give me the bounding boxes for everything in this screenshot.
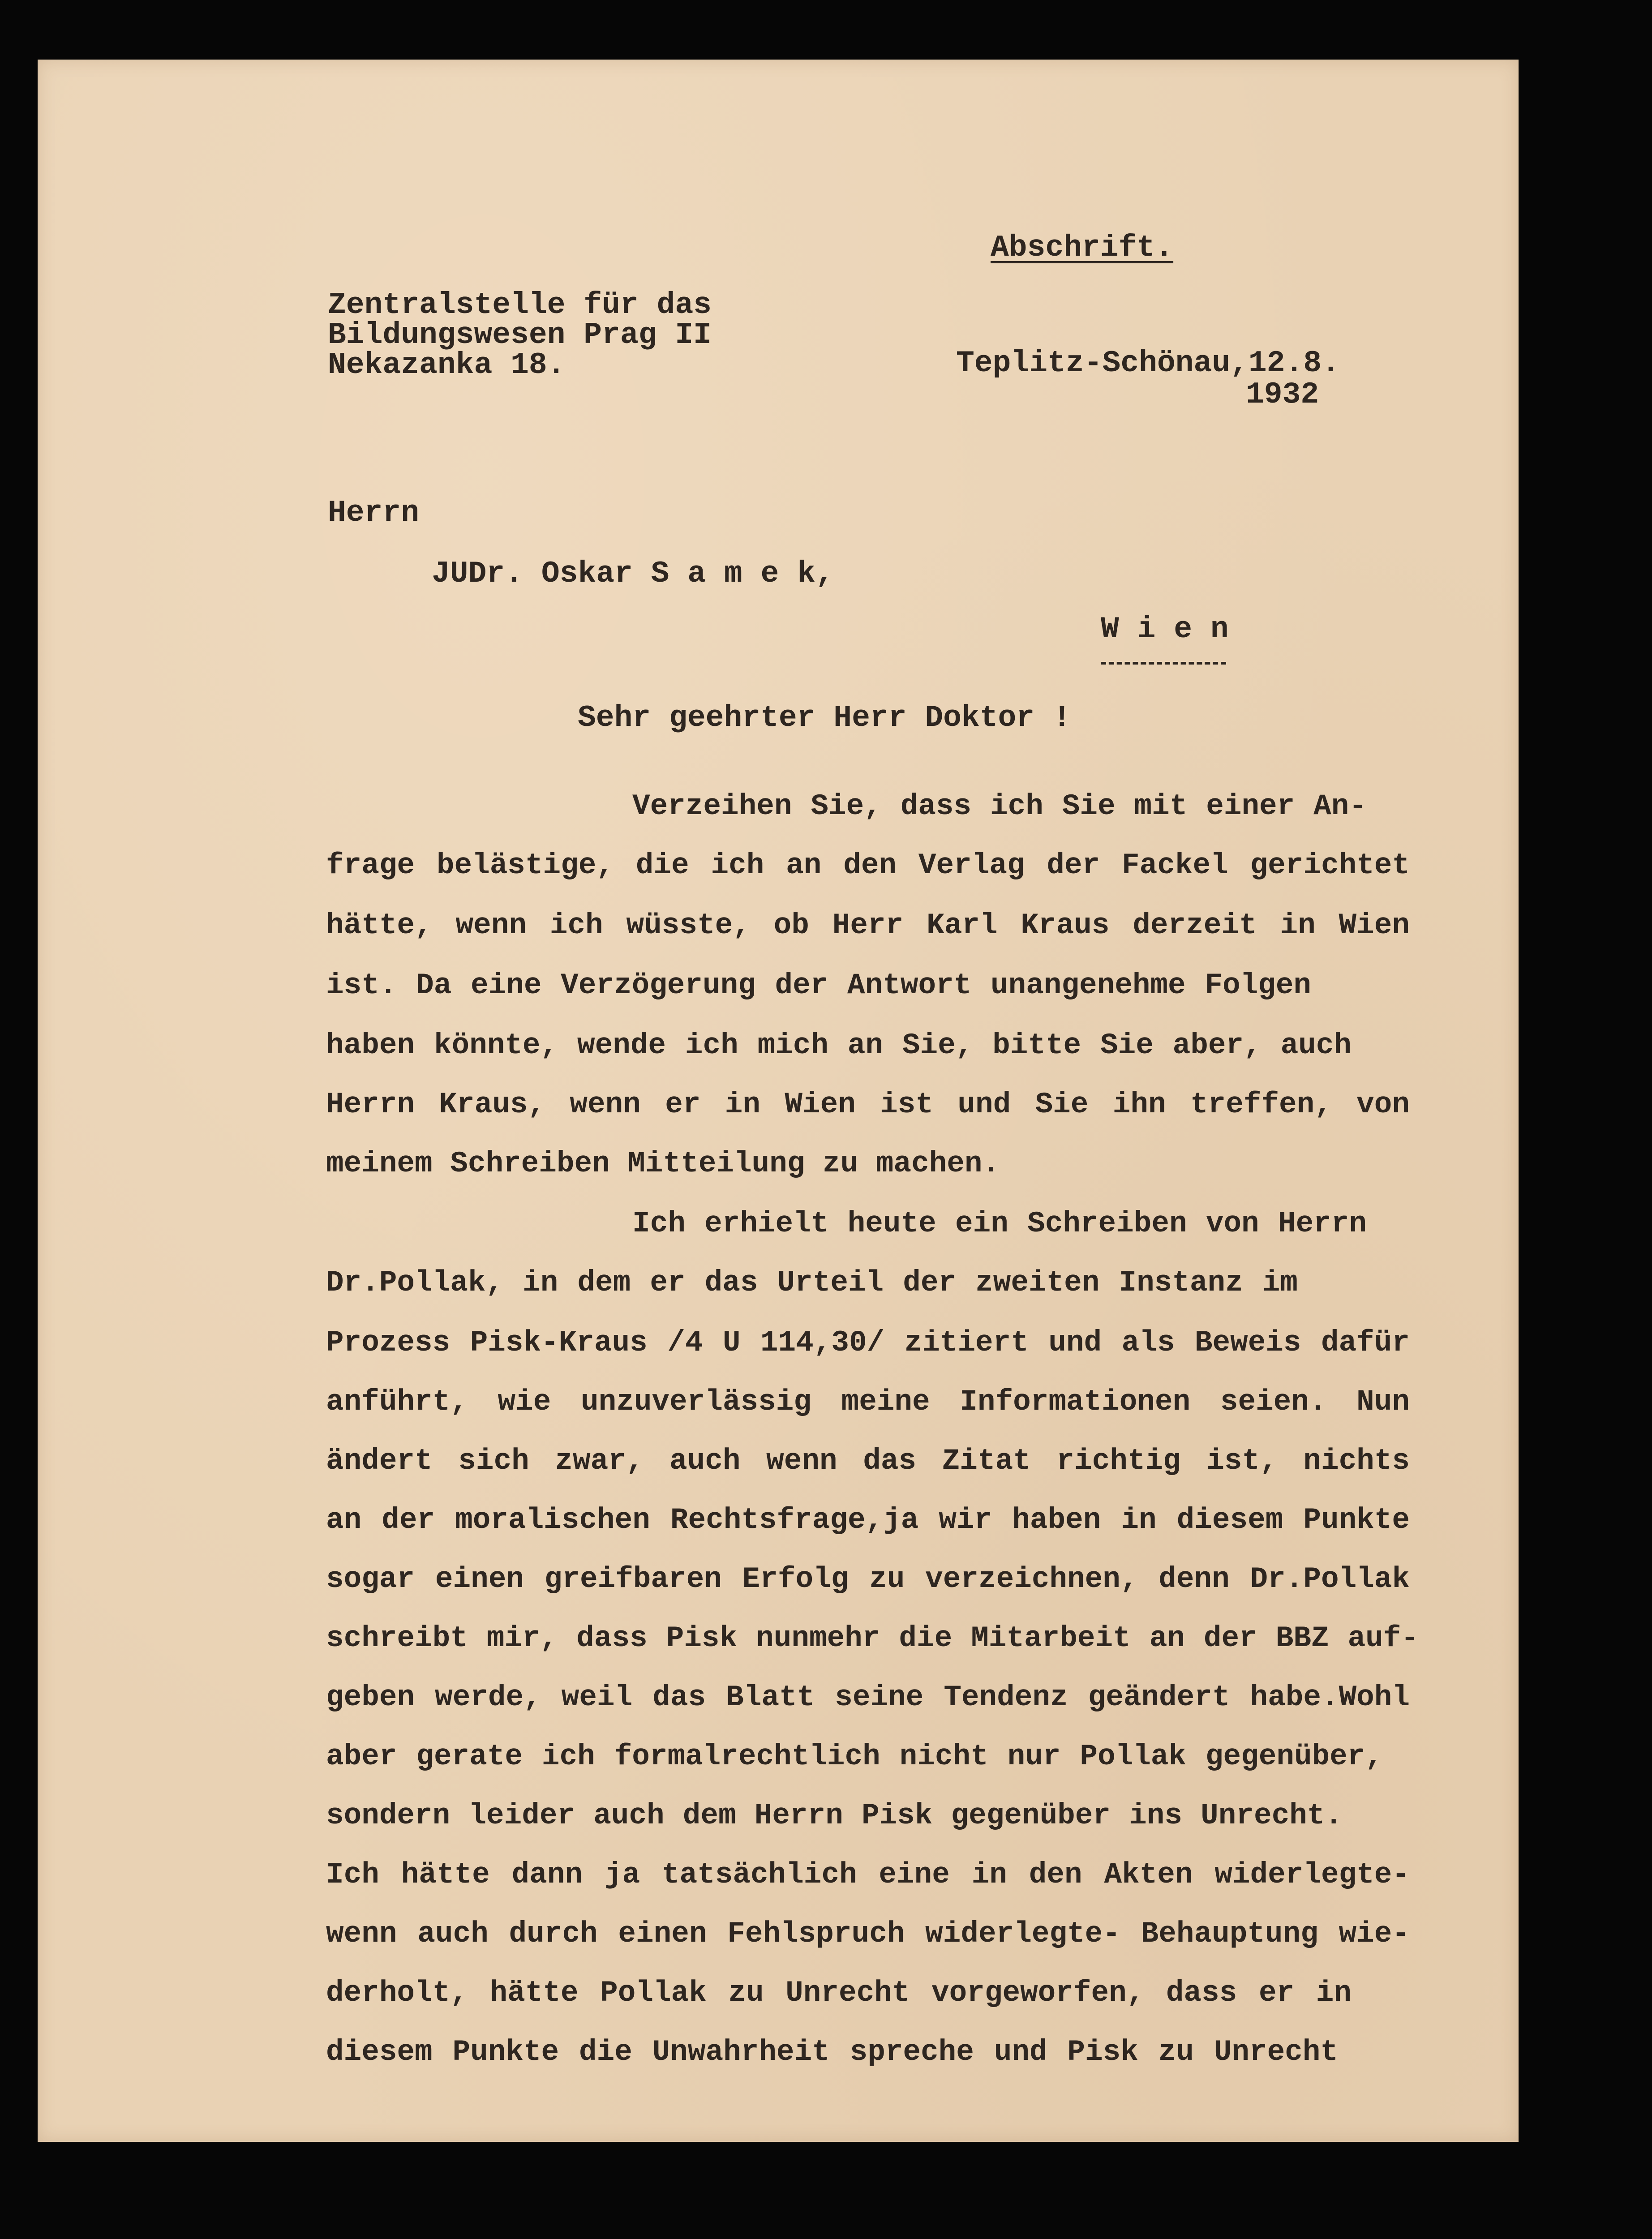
body-line-5: haben könnte, wende ich mich an Sie, bitte Sie aber, auch: [326, 1029, 1352, 1062]
body-line-22: diesem Punkte die Unwahrheit spreche und Pisk zu Unrecht: [326, 2035, 1338, 2069]
body-line-10: Prozess Pisk-Kraus /4 U 114,30/ zitiert und als Beweis dafür: [326, 1326, 1410, 1360]
body-line-2: frage belästige, die ich an den Verlag der Fackel gerichtet: [326, 849, 1410, 882]
recipient-name: JUDr. Oskar S a m e k,: [432, 557, 834, 591]
city-underline: [1101, 662, 1226, 665]
date-year: 1932: [1246, 377, 1319, 412]
body-line-9: Dr.Pollak, in dem er das Urteil der zweiten Instanz im: [326, 1266, 1298, 1300]
body-line-3: hätte, wenn ich wüsste, ob Herr Karl Kraus derzeit in Wien: [326, 909, 1410, 942]
body-line-11: anführt, wie unzuverlässig meine Informationen seien. Nun: [326, 1385, 1410, 1419]
recipient-city: W i e n: [1101, 612, 1229, 647]
body-line-6: Herrn Kraus, wenn er in Wien ist und Sie ihn treffen, von: [326, 1088, 1410, 1121]
body-line-18: sondern leider auch dem Herrn Pisk gegenüber ins Unrecht.: [326, 1799, 1343, 1832]
body-line-1: Verzeihen Sie, dass ich Sie mit einer An-: [632, 789, 1367, 823]
body-line-19: Ich hätte dann ja tatsächlich eine in den Akten widerlegte-: [326, 1858, 1410, 1892]
body-line-12: ändert sich zwar, auch wenn das Zitat richtig ist, nichts: [326, 1444, 1410, 1478]
body-line-14: sogar einen greifbaren Erfolg zu verzeichnen, denn Dr.Pollak: [326, 1562, 1410, 1596]
body-line-8: Ich erhielt heute ein Schreiben von Herrn: [632, 1207, 1367, 1240]
body-line-15: schreibt mir, dass Pisk nunmehr die Mitarbeit an der BBZ auf-: [326, 1621, 1419, 1655]
copy-mark: Abschrift.: [991, 231, 1174, 265]
body-line-20: wenn auch durch einen Fehlspruch widerlegte- Behauptung wie-: [326, 1917, 1410, 1951]
body-line-4: ist. Da eine Verzögerung der Antwort unangenehme Folgen: [326, 969, 1311, 1002]
body-line-16: geben werde, weil das Blatt seine Tendenz geändert habe.Wohl: [326, 1681, 1410, 1714]
place-date: Teplitz-Schönau,12.8.: [956, 346, 1340, 381]
body-line-13: an der moralischen Rechtsfrage,ja wir haben in diesem Punkte: [326, 1503, 1410, 1537]
recipient-salutation: Herrn: [328, 496, 420, 530]
greeting: Sehr geehrter Herr Doktor !: [578, 701, 1071, 735]
body-line-21: derholt, hätte Pollak zu Unrecht vorgeworfen, dass er in: [326, 1976, 1352, 2010]
sender-line-3: Nekazanka 18.: [328, 348, 566, 382]
body-line-17: aber gerate ich formalrechtlich nicht nur Pollak gegenüber,: [326, 1740, 1383, 1773]
sender-line-1: Zentralstelle für das: [328, 288, 712, 322]
body-line-7: meinem Schreiben Mitteilung zu machen.: [326, 1147, 1000, 1180]
sender-line-2: Bildungswesen Prag II: [328, 318, 712, 352]
